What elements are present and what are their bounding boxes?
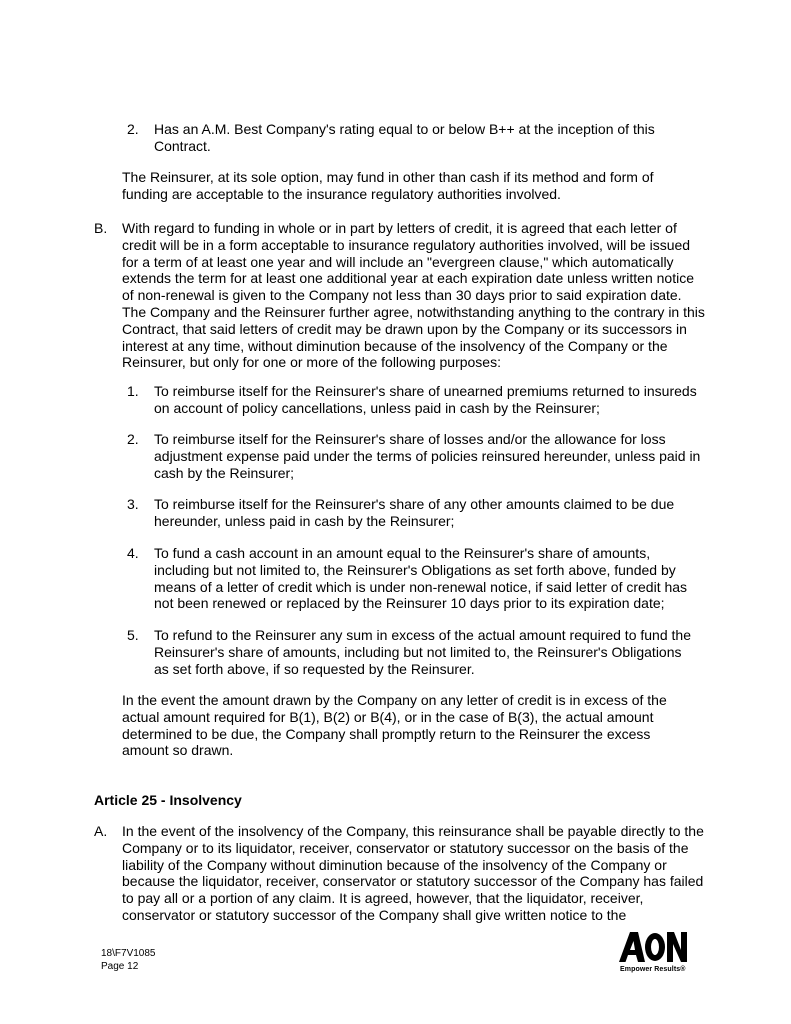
list-item-text: To reimburse itself for the Reinsurer's share of any other amounts claimed to be due hereunder, unless paid in cash by the Reinsurer; [154,496,675,529]
list-item-text: To refund to the Reinsurer any sum in excess of the actual amount required to fund the Reinsurer's share of amounts, including but not limited to, the Reinsurer's Obligations as set forth above, if so requested by the Reinsurer. [154,627,691,677]
page-footer [101,948,156,973]
list-number: 3. [127,496,139,512]
list-number: 1. [127,383,139,399]
section-label-b: B. [94,220,108,236]
list-item-text: To reimburse itself for the Reinsurer's share of losses and/or the allowance for loss adjustment expense paid under the terms of policies reinsured hereunder, unless paid in cash by the Reinsurer; [154,431,701,481]
section-a-text: In the event of the insolvency of the Company, this reinsurance shall be payable directly to the Company or to its liquidator, receiver, conservator or statutory successor on the basis of the liability of the Company without diminution because of the insolvency of the Company or because the liquidator, receiver, conservator or statutory successor of the Company has failed to pay all or a portion of any claim. It is agreed, however, that the liquidator, receiver, conservator or statutory successor of the Company shall give written notice to the [122,823,704,923]
section-label-a: A. [94,823,108,839]
article-heading: Article 25 - Insolvency [94,792,242,808]
list-number: 5. [127,627,139,643]
list-number: 4. [127,545,139,561]
list-item-text: To reimburse itself for the Reinsurer's share of unearned premiums returned to insureds on account of policy cancellations, unless paid in cash by the Reinsurer; [154,383,697,416]
list-number: 2. [127,431,139,447]
list-item-text: To fund a cash account in an amount equal to the Reinsurer's share of amounts, including but not limited to, the Reinsurer's Obligations as set forth above, funded by means of a letter of credit which is under non-renewal notice, if said letter of credit has not been renewed or replaced by the Reinsurer 10 days prior to its expiration date; [154,545,688,612]
section-b-text: With regard to funding in whole or in part by letters of credit, it is agreed that each letter of credit will be in a form acceptable to insurance regulatory authorities involved, will be issued for a term of at least one year and will include an "evergreen clause," which automatically extends the term for at least one additional year at each expiration date unless written notice of non-renewal is given to the Company not less than 30 days prior to said expiration date. The Company and the Reinsurer further agree, notwithstanding anything to the contrary in this Contract, that said letters of credit may be drawn upon by the Company or its successors in interest at any time, without diminution because of the insolvency of the Company or the Reinsurer, but only for one or more of the following purposes: [122,220,705,371]
logo-tagline: Empower Results® [620,966,686,973]
paragraph-funding-option: The Reinsurer, at its sole option, may fund in other than cash if its method and form of funding are acceptable to the insurance regulatory authorities involved. [122,169,654,202]
page-number: Page 12 [101,960,139,972]
list-number: 2. [127,121,139,137]
document-id: 18\F7V1085 [101,948,156,959]
list-item-text: Has an A.M. Best Company's rating equal to or below B++ at the inception of this Contract. [154,121,655,154]
paragraph-excess-return: In the event the amount drawn by the Company on any letter of credit is in excess of the actual amount required for B(1), B(2) or B(4), or in the case of B(3), the actual amount determined to be due, the Company shall promptly return to the Reinsurer the excess amount so drawn. [122,692,667,759]
